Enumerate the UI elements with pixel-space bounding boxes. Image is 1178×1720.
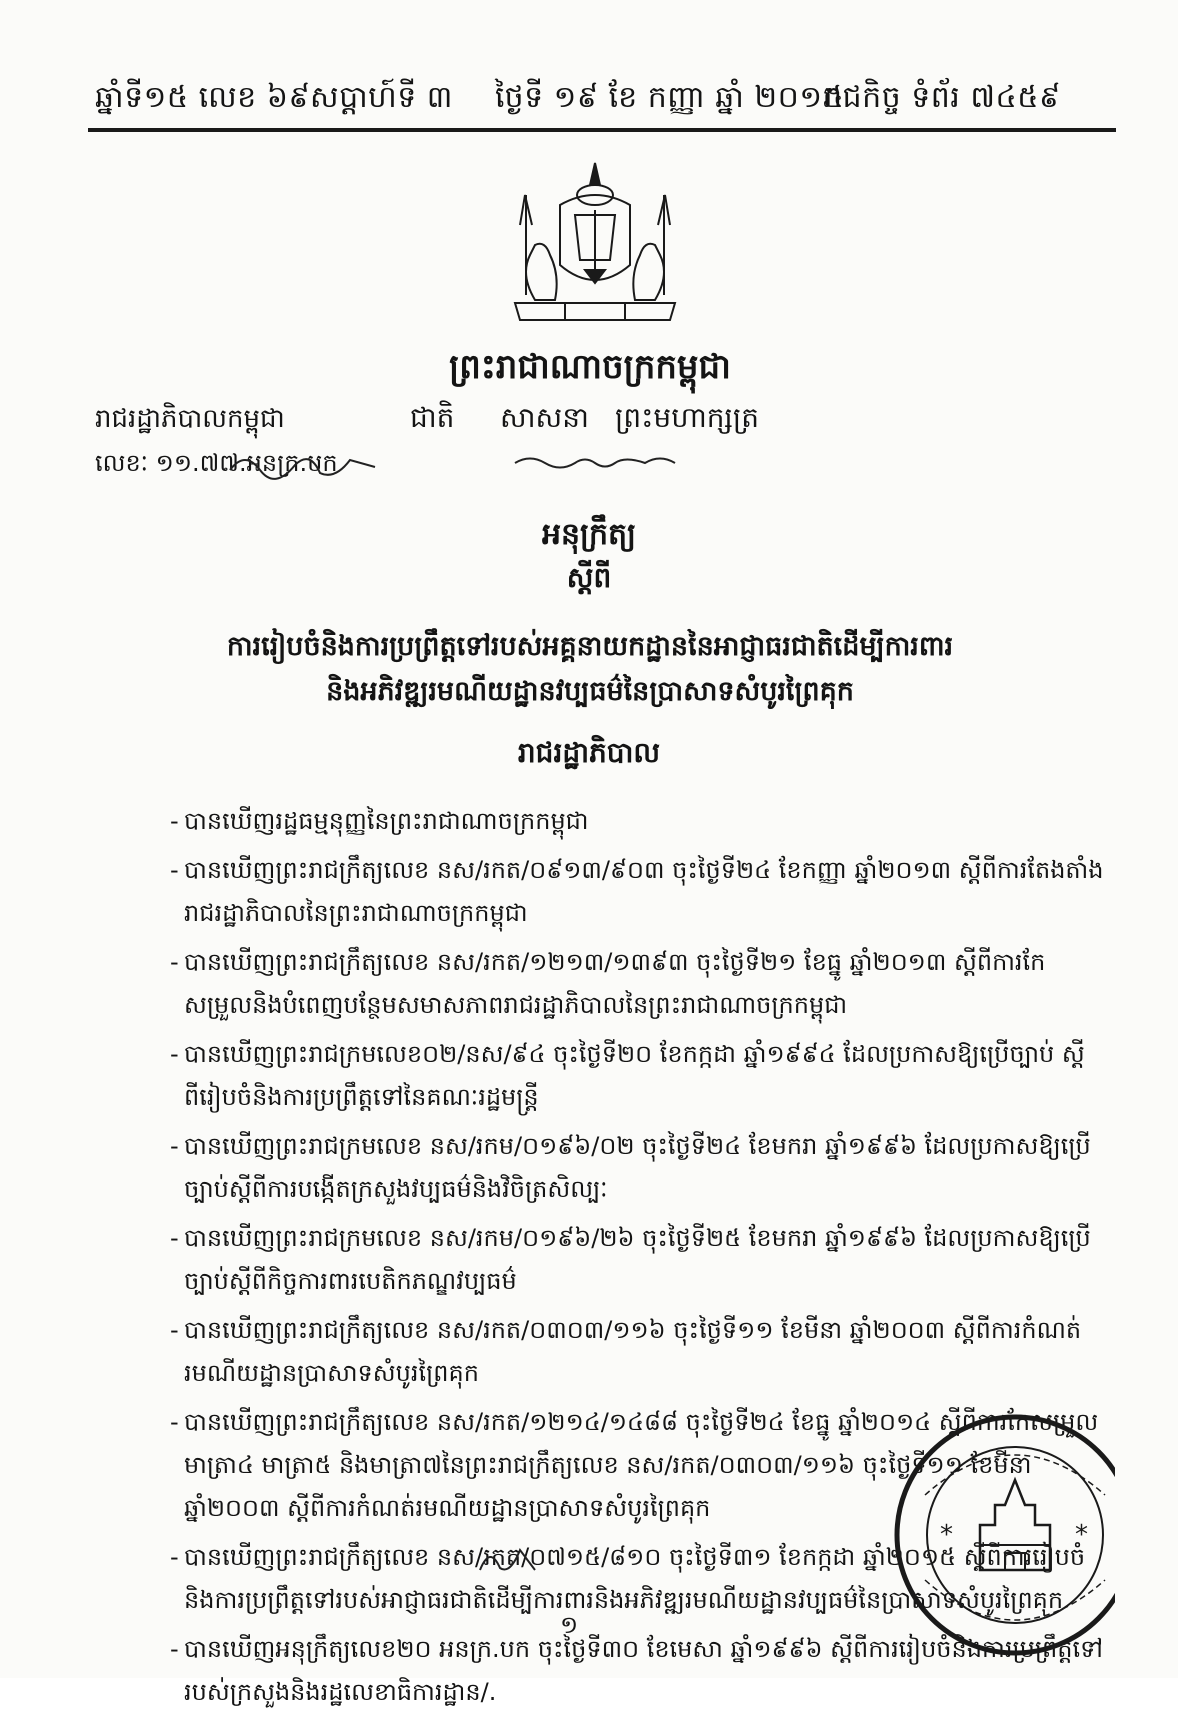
royal-coat-of-arms-icon	[500, 155, 690, 330]
document-title-line-1: ការរៀបចំនិងការប្រព្រឹត្តទៅរបស់អគ្គនាយកដ្ឋាននៃអាជ្ញាធរជាតិដើម្បីការពារ	[226, 631, 954, 662]
document-about: ស្តីពី	[566, 561, 612, 594]
header-rule	[88, 128, 1116, 132]
page-number: ១	[560, 1611, 579, 1639]
header-week: សប្តាហ៍ទី ៣	[310, 80, 453, 115]
list-item: - បានឃើញព្រះរាជក្រមលេខ នស/រកម/០១៩៦/២៦ ចុះថ្ងៃទី២៥ ខែមករា ឆ្នាំ១៩៩៦ ដែលប្រកាសឱ្យប្រើ ច្បាប់ស្តីពីកិច្ចការពារបេតិកភណ្ឌវប្បធម៌	[170, 1224, 1091, 1295]
list-item: - បានឃើញអនុក្រឹត្យលេខ២០ អនក្រ.បក ចុះថ្ងៃទី៣០ ខែមេសា ឆ្នាំ១៩៩៦ ស្តីពីការរៀបចំនិងការប្រព្រឹត្តទៅ របស់ក្រសួងនិងរដ្ឋលេខាធិការដ្ឋាន/.	[170, 1635, 1103, 1706]
official-seal-stamp	[885, 1395, 1115, 1678]
motto-king: ព្រះមហាក្សត្រ	[615, 401, 759, 434]
header-page: រាជកិច្ច ទំព័រ ៧៤៥៩	[823, 80, 1061, 115]
list-item: - បានឃើញព្រះរាជក្រឹត្យលេខ នស/រកត/០៣០៣/១១៦ ចុះថ្ងៃទី១១ ខែមីនា ឆ្នាំ២០០៣ ស្តីពីការកំណត់ រមណីយដ្ឋានប្រាសាទសំបូរព្រៃគុក	[170, 1316, 1082, 1387]
list-item: - បានឃើញព្រះរាជក្រឹត្យលេខ នស/រកត/១២១៣/១៣៩៣ ចុះថ្ងៃទី២១ ខែធ្នូ ឆ្នាំ២០១៣ ស្តីពីការកែ សម្រួលនិងបំពេញបន្ថែមសមាសភាពរាជរដ្ឋាភិបាលនៃព្រះរាជាណាចក្រកម្ពុជា	[170, 948, 1046, 1019]
gazette-header	[95, 78, 1115, 128]
government-name: រាជរដ្ឋាភិបាលកម្ពុជា	[95, 404, 285, 434]
reference-number: លេខៈ ១១.៧៧.អនក្រ.បក	[95, 449, 338, 477]
header-issue: ឆ្នាំទី១៥ លេខ ៦៩	[95, 80, 311, 115]
kingdom-title: ព្រះរាជាណាចក្រកម្ពុជា	[449, 347, 731, 387]
document-type: អនុក្រឹត្យ	[541, 517, 637, 552]
motto-religion: សាសនា	[500, 401, 589, 434]
list-item: - បានឃើញព្រះរាជក្រឹត្យលេខ នស/រកត/០៩១៣/៩០៣ ចុះថ្ងៃទី២៤ ខែកញ្ញា ឆ្នាំ២០១៣ ស្តីពីការតែងតាំង រាជរដ្ឋាភិបាលនៃព្រះរាជាណាចក្រកម្ពុជា	[170, 856, 1104, 927]
motto-nation: ជាតិ	[410, 401, 455, 434]
list-item: - បានឃើញរដ្ឋធម្មនុញ្ញនៃព្រះរាជាណាចក្រកម្ពុជា	[170, 807, 589, 835]
header-date: ថ្ងៃទី ១៩ ខែ កញ្ញា ឆ្នាំ ២០១៥	[495, 80, 845, 115]
document-title-line-2: និងអភិវឌ្ឍរមណីយដ្ឋានវប្បធម៌នៃប្រាសាទសំបូរព្រៃគុក	[326, 676, 854, 707]
list-item: - បានឃើញព្រះរាជក្រឹត្យលេខ នស/រកត/១២១៤/១៤៨៨ ចុះថ្ងៃទី២៤ ខែធ្នូ ឆ្នាំ២០១៤ ស្តីពីការកែសម្រួល មាត្រា៤ មាត្រា៥ និងមាត្រា៧នៃព្រះរាជក្រឹត្យលេខ នស/រកត/០៣០៣/១១៦ ចុះថ្ងៃទី១១ ខែមីនា ឆ្នាំ២០០៣ ស្តីពីការកំណត់រមណីយដ្ឋានប្រាសាទសំបូរព្រៃគុក	[170, 1408, 1099, 1522]
handwritten-initials-2	[475, 1540, 545, 1580]
issuer: រាជរដ្ឋាភិបាល	[517, 736, 661, 769]
decorative-ornament	[510, 452, 680, 474]
list-item: - បានឃើញព្រះរាជក្រមលេខ នស/រកម/០១៩៦/០២ ចុះថ្ងៃទី២៤ ខែមករា ឆ្នាំ១៩៩៦ ដែលប្រកាសឱ្យប្រើ ច្បាប់ស្តីពីការបង្កើតក្រសួងវប្បធម៌និងវិចិត្រសិល្បៈ	[170, 1132, 1091, 1203]
list-item: - បានឃើញព្រះរាជក្រឹត្យលេខ នស/រកត/០៧១៥/៨១០ ចុះថ្ងៃទី៣១ ខែកក្កដា ឆ្នាំ២០១៥ ស្តីពីការរៀបចំ និងការប្រព្រឹត្តទៅរបស់អាជ្ញាធរជាតិដើម្បីការពារនិងអភិវឌ្ឍរមណីយដ្ឋានវប្បធម៌នៃប្រាសាទសំបូរព្រៃគុក	[170, 1543, 1086, 1614]
svg-text:*: *	[940, 1520, 953, 1550]
svg-text:*: *	[1075, 1520, 1088, 1550]
list-item: - បានឃើញព្រះរាជក្រមលេខ០២/នស/៩៤ ចុះថ្ងៃទី២០ ខែកក្កដា ឆ្នាំ១៩៩៤ ដែលប្រកាសឱ្យប្រើច្បាប់ ស្តីពីរៀបចំនិងការប្រព្រឹត្តទៅនៃគណៈរដ្ឋមន្ត្រី	[170, 1040, 1085, 1111]
handwritten-initials	[225, 445, 385, 485]
